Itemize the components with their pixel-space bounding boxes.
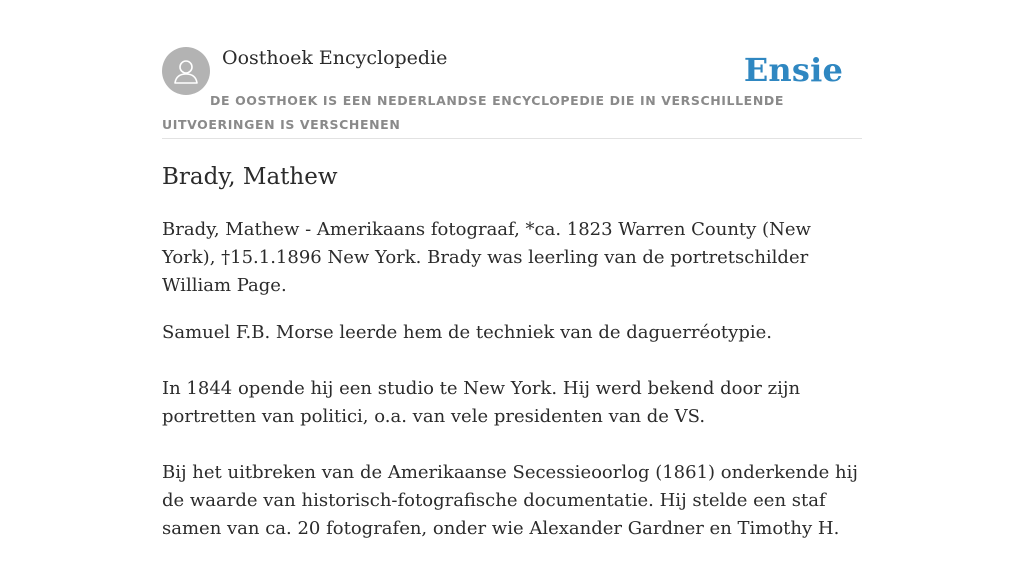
article-paragraph: In 1844 opende hij een studio te New York. Hij werd bekend door zijn portretten van politici, o.a. van vele presidenten van de VS. xyxy=(162,378,801,427)
source-title[interactable]: Oosthoek Encyclopedie xyxy=(222,47,448,69)
page-container xyxy=(162,46,862,539)
article-body xyxy=(162,216,862,562)
source-subtitle: DE OOSTHOEK IS EEN NEDERLANDSE ENCYCLOPEDIE DIE IN VERSCHILLENDE UITVOERINGEN IS VERSCHENEN xyxy=(162,93,784,132)
article-paragraph: Samuel F.B. Morse leerde hem de techniek van de daguerréotypie. xyxy=(162,322,772,343)
source-header xyxy=(162,46,862,139)
brand-logo[interactable]: Ensie xyxy=(743,51,843,89)
user-silhouette-icon[interactable] xyxy=(162,47,210,95)
article-paragraph: Bij het uitbreken van de Amerikaanse Secessieoorlog (1861) onderkende hij de waarde van historisch-fotografische documentatie. Hij stelde een staf samen van ca. 20 fotografen, onder wie Alexander Gardner en Timothy H. xyxy=(162,462,858,539)
article-title: Brady, Mathew xyxy=(162,164,338,190)
article-paragraph: Brady, Mathew - Amerikaans fotograaf, *ca. 1823 Warren County (New York), †15.1.1896 New York. Brady was leerling van de portretschilder William Page. xyxy=(162,219,811,296)
